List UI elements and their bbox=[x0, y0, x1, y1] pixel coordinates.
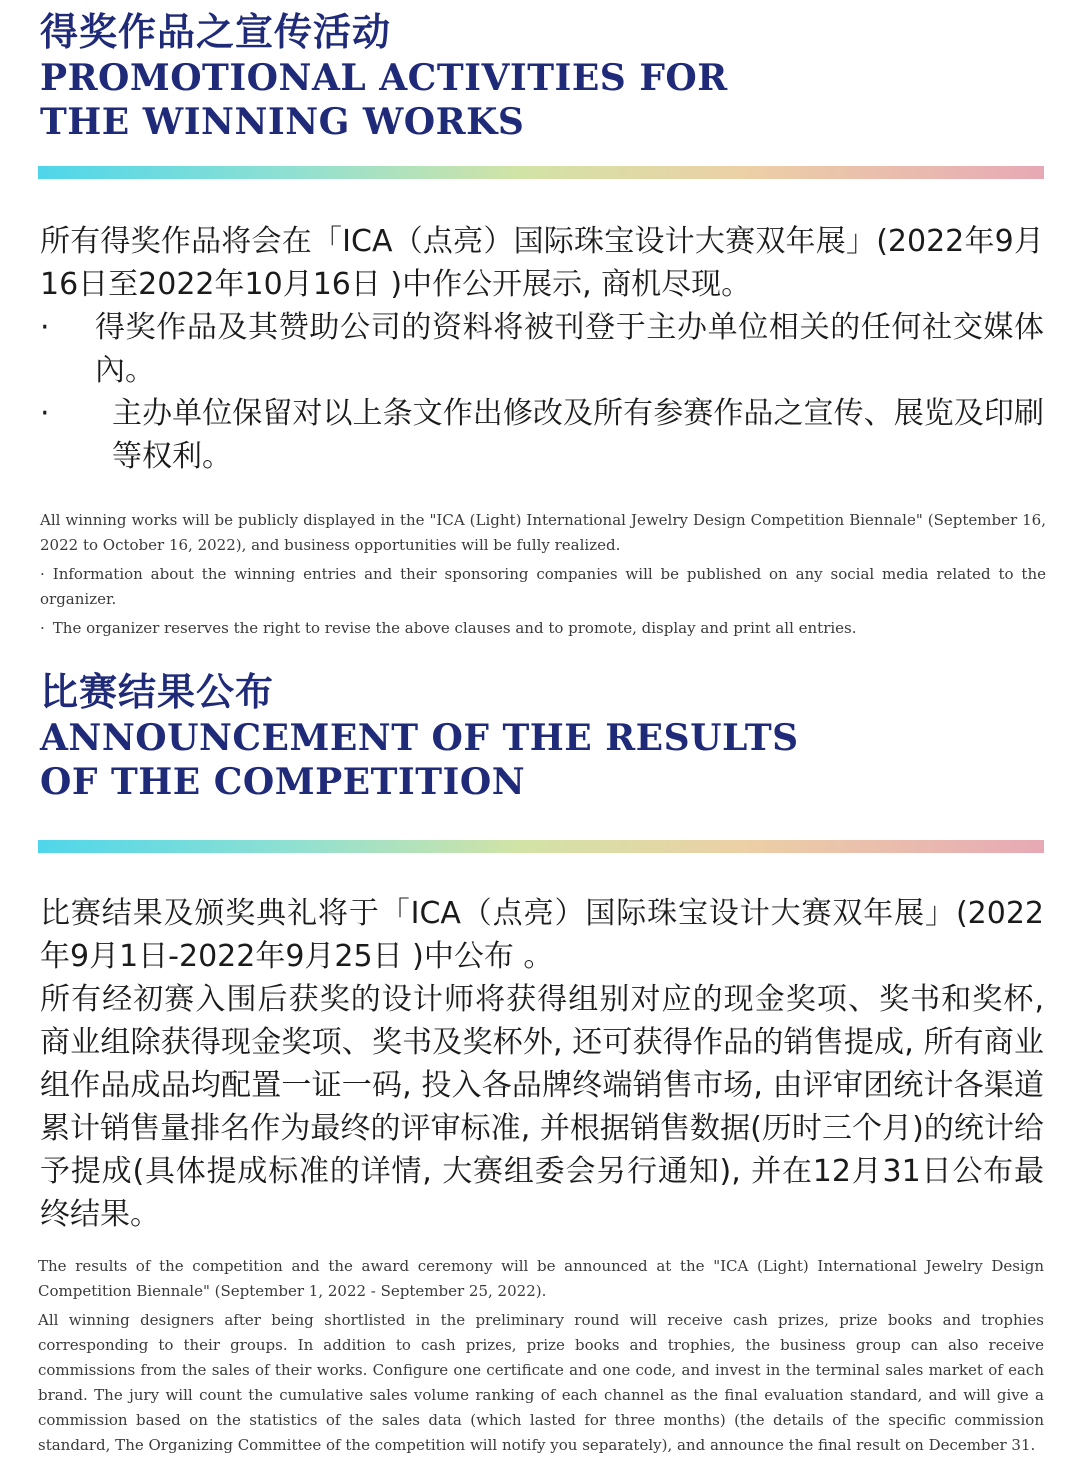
promo-cn-bullet-1-text: 得奖作品及其赞助公司的资料将被刊登于主办单位相关的任何社交媒体內。 bbox=[95, 310, 1044, 388]
results-cn-paragraph-1: 比赛结果及颁奖典礼将于「ICA（点亮）国际珠宝设计大赛双年展」(2022年9月1日-2022年9月25日 )中公布 。 bbox=[40, 896, 1044, 974]
results-en-text bbox=[38, 1254, 1044, 1462]
results-divider-bar bbox=[38, 840, 1044, 853]
promo-en-bullet-1 bbox=[40, 562, 1046, 612]
results-cn-paragraph-2: 所有经初赛入围后获奖的设计师将获得组别对应的现金奖项、奖书和奖杯, 商业组除获得现金奖项、奖书及奖杯外, 还可获得作品的销售提成, 所有商业组作品成品均配置一证一码, 投入各品牌终端销售市场, 由评审团统计各渠道累计销售量排名作为最终的评审标准, 并根据销售数据(历时三个月)的统计给予提成(具体提成标准的详情, 大赛组委会另行通知), 并在12月31日公布最终结果。 bbox=[40, 982, 1044, 1232]
promo-en-bullet-2-text: The organizer reserves the right to revise the above clauses and to promote, display and print all entries. bbox=[52, 619, 857, 637]
promo-en-text bbox=[40, 508, 1046, 645]
promo-title-cn: 得奖作品之宣传活动 bbox=[40, 9, 392, 54]
results-en-paragraph-2: All winning designers after being shortlisted in the preliminary round will receive cash prizes, prize books and trophies corresponding to their groups. In addition to cash prizes, prize books and trophies, the business group can also receive commissions from the sales of their works. Configure one certificate and one code, and invest in the terminal sales market of each brand. The jury will count the cumulative sales volume ranking of each channel as the final evaluation standard, and will give a commission based on the statistics of the sales data (which lasted for three months) (the details of the specific commission standard, The Organizing Committee of the competition will notify you separately), and announce the final result on December 31. bbox=[38, 1311, 1044, 1454]
results-cn-text bbox=[40, 892, 1044, 1236]
promo-en-paragraph: All winning works will be publicly displayed in the "ICA (Light) International Jewelry Design Competition Biennale" (September 16, 2022 to October 16, 2022), and business opportunities will be fully realized. bbox=[40, 511, 1046, 554]
promo-en-bullet-2 bbox=[40, 616, 1046, 641]
results-en-paragraph-1: The results of the competition and the award ceremony will be announced at the "ICA (Light) International Jewelry Design Competition Biennale" (September 1, 2022 - September 25, 2022). bbox=[38, 1257, 1044, 1300]
promo-divider-bar bbox=[38, 166, 1044, 179]
results-title-en-line2: OF THE COMPETITION bbox=[40, 761, 526, 803]
promo-title-en-line2: THE WINNING WORKS bbox=[40, 101, 525, 143]
promo-cn-paragraph: 所有得奖作品将会在「ICA（点亮）国际珠宝设计大赛双年展」(2022年9月16日至2022年10月16日 )中作公开展示, 商机尽现。 bbox=[40, 224, 1044, 302]
promo-cn-bullet-2-text: 主办单位保留对以上条文作出修改及所有参赛作品之宣传、展览及印刷等权利。 bbox=[112, 396, 1044, 474]
promo-cn-bullet-2 bbox=[40, 392, 1044, 478]
results-title-cn: 比赛结果公布 bbox=[40, 669, 275, 714]
results-title-en-line1: ANNOUNCEMENT OF THE RESULTS bbox=[40, 717, 799, 759]
promo-en-bullet-1-text: Information about the winning entries and their sponsoring companies will be published on any social media related to the organizer. bbox=[40, 565, 1046, 608]
bullet-dot: · bbox=[40, 565, 45, 583]
bullet-dot: · bbox=[40, 310, 50, 345]
promo-cn-text bbox=[40, 220, 1044, 478]
promo-title-en-line1: PROMOTIONAL ACTIVITIES FOR bbox=[40, 57, 728, 99]
bullet-dot: · bbox=[40, 619, 45, 637]
results-section bbox=[0, 668, 1080, 1454]
promo-section bbox=[0, 0, 1080, 637]
bullet-dot: · bbox=[40, 396, 50, 431]
promo-cn-bullet-1 bbox=[40, 306, 1044, 392]
